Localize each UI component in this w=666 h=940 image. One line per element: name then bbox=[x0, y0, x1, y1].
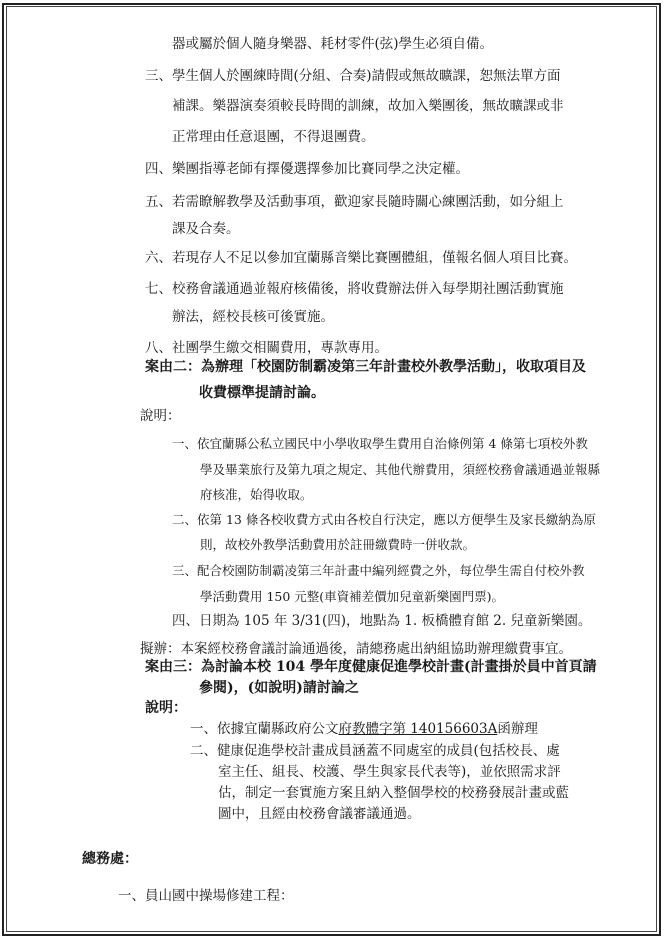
case-3-point-1-suffix: 函辦理 bbox=[497, 721, 538, 737]
case-3-point-1 bbox=[190, 720, 538, 738]
general-affairs-item-1: 一、員山國中操場修建工程： bbox=[118, 888, 294, 904]
case-3-document-number: 府教體字第 140156603A bbox=[338, 721, 498, 737]
case-2-point-1-line-1: 一、依宜蘭縣公私立國民中小學收取學生費用自治條例第 4 條第七項校外教 bbox=[172, 436, 588, 451]
case-3-title-line-1: 案由三：為討論本校 104 學年度健康促進學校計畫(計畫掛於員中首頁請 bbox=[145, 659, 597, 675]
case-2-point-1-line-3: 府核准，始得收取。 bbox=[200, 487, 313, 502]
case-2-point-3-line-2: 學活動費用 150 元整(車資補差價加兒童新樂園門票)。 bbox=[200, 589, 505, 604]
rule-7-line-2: 辦法，經校長核可後實施。 bbox=[172, 309, 334, 325]
case-2-point-1-line-2: 學及畢業旅行及第九項之規定、其他代辦費用，須經校務會議通過並報縣 bbox=[200, 462, 601, 477]
case-3-point-2-line-1: 二、健康促進學校計畫成員涵蓋不同處室的成員(包括校長、處 bbox=[190, 743, 560, 759]
case-3-point-2-line-4: 圖中，且經由校務會議審議通過。 bbox=[218, 806, 421, 822]
case-2-point-3-line-1: 三、配合校園防制霸凌第三年計畫中編列經費之外，每位學生需自付校外教 bbox=[172, 563, 585, 578]
case-2-title-line-1: 案由二：為辦理「校園防制霸凌第三年計畫校外教學活動」，收取項目及 bbox=[145, 359, 586, 375]
case-3-point-2-line-3: 估，制定一套實施方案且納入整個學校的校務發展計畫或藍 bbox=[218, 785, 569, 801]
rule-4: 四、樂團指導老師有擇優選擇參加比賽同學之決定權。 bbox=[145, 161, 469, 177]
rule-6: 六、若現存人不足以參加宜蘭縣音樂比賽團體組，僅報名個人項目比賽。 bbox=[145, 250, 577, 266]
general-affairs-heading: 總務處： bbox=[82, 851, 138, 867]
case-3-title-line-2: 參閱)，(如說明)請討論之 bbox=[199, 680, 359, 696]
rule-2-continuation: 器或屬於個人隨身樂器、耗材零件(弦)學生必須自備。 bbox=[172, 36, 494, 52]
case-2-point-2-line-1: 二、依第 13 條各校收費方式由各校自行決定，應以方便學生及家長繳納為原 bbox=[172, 512, 596, 527]
rule-3-line-2: 補課。樂器演奏須較長時間的訓練，故加入樂團後，無故曠課或非 bbox=[172, 98, 564, 114]
case-2-point-2-line-2: 則，故校外教學活動費用於註冊繳費時一併收款。 bbox=[200, 537, 476, 552]
case-2-explanation-label: 說明： bbox=[140, 408, 181, 424]
rule-7-line-1: 七、校務會議通過並報府核備後，將收費辦法併入每學期社團活動實施 bbox=[145, 281, 564, 297]
rule-5-line-1: 五、若需瞭解教學及活動事項，歡迎家長隨時關心練團活動，如分組上 bbox=[145, 194, 564, 210]
rule-3-line-1: 三、學生個人於團練時間(分組、合奏)請假或無故曠課，恕無法單方面 bbox=[145, 68, 561, 84]
rule-5-line-2: 課及合奏。 bbox=[172, 221, 240, 237]
rule-8: 八、社團學生繳交相關費用，專款專用。 bbox=[145, 340, 388, 356]
case-2-title-line-2: 收費標準提請討論。 bbox=[199, 385, 325, 401]
case-3-point-1-prefix: 一、依據宜蘭縣政府公文 bbox=[190, 721, 339, 737]
rule-3-line-3: 正常理由任意退團，不得退團費。 bbox=[172, 129, 375, 145]
case-2-proposal: 擬辦：本案經校務會議討論通過後，請總務處出納組協助辦理繳費事宜。 bbox=[140, 641, 572, 657]
case-3-point-2-line-2: 室主任、組長、校護、學生與家長代表等)，並依照需求評 bbox=[218, 764, 561, 780]
case-3-explanation-label: 說明： bbox=[145, 700, 187, 716]
case-2-point-4: 四、日期為 105 年 3/31(四)，地點為 1. 板橋體育館 2. 兒童新樂園。 bbox=[172, 613, 592, 629]
